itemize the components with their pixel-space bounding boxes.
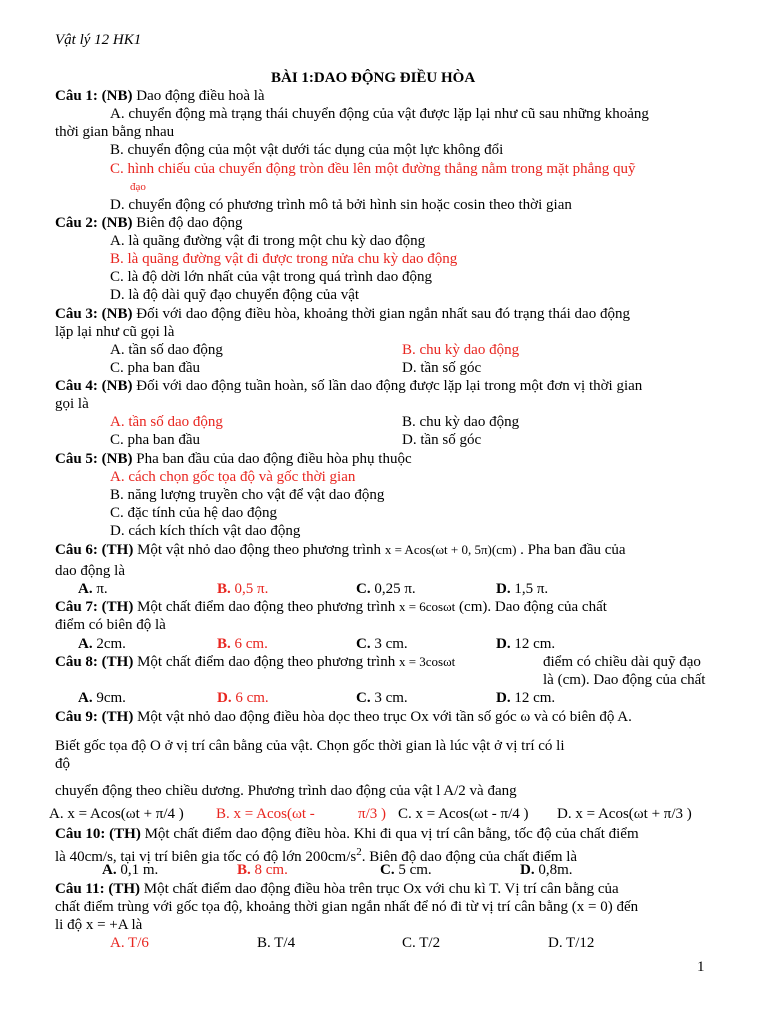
q5-option-a: A. cách chọn gốc tọa độ và gốc thời gian (110, 469, 356, 485)
question-8-cont: là (cm). Dao động của chất (543, 672, 706, 688)
question-4: Câu 4: (NB) Đối với dao động tuần hoàn, số lần dao động được lặp lại trong một đơn vị thời gian (55, 378, 643, 394)
q3-option-a: A. tần số dao động (110, 342, 223, 358)
q1-option-d: D. chuyển động có phương trình mô tả bởi hình sin hoặc cosin theo thời gian (110, 197, 572, 213)
q5-option-c: C. đặc tính của hệ dao động (110, 505, 278, 521)
q6-option-a: A. π. (78, 581, 108, 597)
q4-option-c: C. pha ban đầu (110, 432, 200, 448)
q9-option-b-part2: π/3 ) (358, 806, 386, 822)
q8-option-d: D. 12 cm. (496, 690, 556, 706)
q8-option-c: C. 3 cm. (356, 690, 408, 706)
q11-option-a: A. T/6 (110, 935, 149, 951)
q8-option-a: A. 9cm. (78, 690, 126, 706)
q9-option-a: A. x = Acos(ωt + π/4 ) (49, 806, 184, 822)
question-9-line-2: Biết gốc tọa độ O ở vị trí cân bằng của vật. Chọn gốc thời gian là lúc vật ở vị trí có li (55, 738, 565, 754)
question-9: Câu 9: (TH) Một vật nhỏ dao động điều hòa dọc theo trục Ox với tần số góc ω và có biên độ A. (55, 709, 632, 725)
q5-option-b: B. năng lượng truyền cho vật để vật dao động (110, 487, 385, 503)
q4-option-a: A. tần số dao động (110, 414, 223, 430)
q1-option-c-cont: đạo (130, 181, 146, 193)
question-4-cont: gọi là (55, 396, 89, 412)
q10-option-a: A. 0,1 m. (102, 862, 159, 878)
question-6: Câu 6: (TH) Một vật nhỏ dao động theo phương trình x = Acos(ωt + 0, 5π)(cm) . Pha ban đầu của (55, 542, 626, 558)
question-8: Câu 8: (TH) Một chất điểm dao động theo phương trình x = 3cosωt (55, 654, 456, 670)
question-8-stem-right: điểm có chiều dài quỹ đạo (543, 654, 701, 670)
question-6-cont: dao động là (55, 563, 125, 579)
q2-option-b: B. là quãng đường vật đi được trong nửa chu kỳ dao động (110, 251, 458, 267)
question-10-cont: là 40cm/s, tại vị trí biên gia tốc có độ lớn $200cm/s^2$. Biên độ dao động của chất điểm là (55, 846, 578, 865)
q9-option-c: C. x = Acos(ωt - π/4 ) (398, 806, 529, 822)
course-header: Vật lý 12 HK1 (55, 32, 142, 48)
page-title: BÀI 1:DAO ĐỘNG ĐIỀU HÒA (271, 70, 476, 86)
question-11-line-2: chất điểm trùng với gốc tọa độ, khoảng thời gian ngắn nhất để nó đi từ vị trí cân bằng (x = 0) đến (55, 899, 639, 915)
q3-option-b: B. chu kỳ dao động (402, 342, 520, 358)
question-7-cont: điểm có biên độ là (55, 617, 166, 633)
q4-option-b: B. chu kỳ dao động (402, 414, 520, 430)
q11-option-d: D. T/12 (548, 935, 595, 951)
q10-option-c: C. 5 cm. (380, 862, 432, 878)
question-11-line-3: li độ x = +A là (55, 917, 143, 933)
q7-option-d: D. 12 cm. (496, 636, 556, 652)
q7-option-b: B. 6 cm. (217, 636, 268, 652)
q3-option-d: D. tần số góc (402, 360, 482, 376)
question-3: Câu 3: (NB) Đối với dao động điều hòa, khoảng thời gian ngắn nhất sau đó trạng thái dao động (55, 306, 630, 322)
question-11: Câu 11: (TH) Một chất điểm dao động điều hòa trên trục Ox với chu kì T. Vị trí cân bằng của (55, 881, 619, 897)
q9-option-d: D. x = Acos(ωt + π/3 ) (557, 806, 692, 822)
q7-formula: x = 6cosωt (398, 599, 456, 614)
question-2: Câu 2: (NB) Biên độ dao động (55, 215, 243, 231)
q1-option-c: C. hình chiếu của chuyển động tròn đều lên một đường thẳng nằm trong mặt phẳng quỹ (110, 161, 636, 177)
question-10: Câu 10: (TH) Một chất điểm dao động điều hòa. Khi đi qua vị trí cân bằng, tốc độ của chất điểm (55, 826, 639, 842)
q2-option-c: C. là độ dời lớn nhất của vật trong quá trình dao động (110, 269, 433, 285)
q4-option-d: D. tần số góc (402, 432, 482, 448)
question-7: Câu 7: (TH) Một chất điểm dao động theo phương trình x = 6cosωt (cm). Dao động của chất (55, 599, 607, 615)
q1-option-b: B. chuyển động của một vật dưới tác dụng của một lực không đổi (110, 142, 504, 158)
q1-option-a: A. chuyển động mà trạng thái chuyển động của vật được lặp lại như cũ sau những khoảng (110, 106, 649, 122)
question-9-line-4: chuyển động theo chiều dương. Phương trình dao động của vật l A/2 và đang (55, 783, 517, 799)
q10-option-d: D. 0,8m. (520, 862, 573, 878)
q5-option-d: D. cách kích thích vật dao động (110, 523, 301, 539)
question-9-line-3: độ (55, 756, 70, 772)
question-1: Câu 1: (NB) Dao động điều hoà là (55, 88, 265, 104)
q11-option-c: C. T/2 (402, 935, 441, 951)
q6-option-d: D. 1,5 π. (496, 581, 549, 597)
q8-option-b: D. 6 cm. (217, 690, 269, 706)
q2-option-a: A. là quãng đường vật đi trong một chu kỳ dao động (110, 233, 426, 249)
q6-option-c: C. 0,25 π. (356, 581, 416, 597)
q7-option-c: C. 3 cm. (356, 636, 408, 652)
question-3-cont: lặp lại như cũ gọi là (55, 324, 175, 340)
q3-option-c: C. pha ban đầu (110, 360, 200, 376)
q7-option-a: A. 2cm. (78, 636, 126, 652)
q11-option-b: B. T/4 (257, 935, 296, 951)
q8-formula: x = 3cosωt (398, 654, 456, 669)
page-number: 1 (697, 959, 705, 975)
q6-option-b: B. 0,5 π. (217, 581, 269, 597)
q2-option-d: D. là độ dài quỹ đạo chuyển động của vật (110, 287, 360, 303)
question-5: Câu 5: (NB) Pha ban đầu của dao động điều hòa phụ thuộc (55, 451, 412, 467)
q10-option-b: B. 8 cm. (237, 862, 288, 878)
q6-formula: x = Acos(ωt + 0, 5π)(cm) (384, 542, 517, 557)
q9-option-b-part1: B. x = Acos(ωt - (216, 806, 315, 822)
q1-option-a-cont: thời gian bằng nhau (55, 124, 175, 140)
